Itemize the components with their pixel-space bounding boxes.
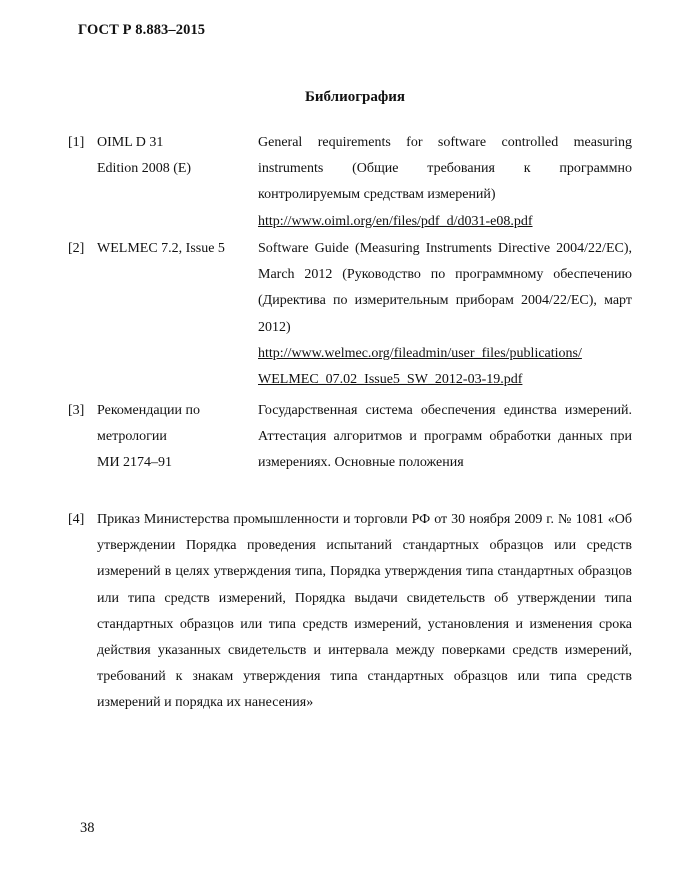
bibliography-entry-3 bbox=[0, 398, 680, 508]
bibliography-entry-4 bbox=[0, 507, 680, 747]
entry-source: OIML D 31 Edition 2008 (E) bbox=[97, 135, 192, 177]
entry-number: [2] bbox=[68, 241, 85, 256]
bibliography-title: Библиография bbox=[304, 89, 406, 105]
entry-source: Рекомендации по метрологии МИ 2174–91 bbox=[97, 403, 201, 471]
entry-description bbox=[258, 130, 632, 235]
entry-number: [3] bbox=[68, 403, 85, 418]
bibliography-entry-1 bbox=[0, 130, 680, 240]
entry-description bbox=[258, 398, 632, 477]
entry-link-continued[interactable]: WELMEC_07.02_Issue5_SW_2012-03-19.pdf bbox=[258, 372, 523, 388]
page-number: 38 bbox=[80, 820, 95, 836]
entry-number: [4] bbox=[68, 512, 85, 527]
entry-text: Государственная система обеспечения единства измерений. Аттестация алгоритмов и программ обработки данных при измерениях. Основные положения bbox=[258, 403, 632, 471]
entry-description bbox=[258, 236, 632, 393]
entry-number: [1] bbox=[68, 135, 85, 150]
entry-description: Приказ Министерства промышленности и торговли РФ от 30 ноября 2009 г. № 1081 «Об утверждении Порядка проведения испытаний стандартных образцов или средств измерений в целях утверждения типа, Порядка утверждения типа стандартных образцов или типа средств измерений, Порядка выдачи свидетельств об утверждении типа стандартных образцов или типа средств измерений, установления и изменения срока действия указанных свидетельств и интервала между поверками средств измерений, требований к знакам утверждения типа стандартных образцов или типа средств измерений и порядка их нанесения» bbox=[97, 512, 632, 711]
standard-code: ГОСТ Р 8.883–2015 bbox=[78, 22, 206, 38]
entry-link[interactable]: http://www.welmec.org/fileadmin/user_files/publications/ bbox=[258, 345, 582, 361]
entry-text: Software Guide (Measuring Instruments Directive 2004/22/EC), March 2012 (Руководство по программному обеспечению (Директива по измерительным приборам 2004/22/EC), март 2012) bbox=[258, 241, 632, 335]
bibliography-entry-2 bbox=[0, 236, 680, 396]
entry-link[interactable]: http://www.oiml.org/en/files/pdf_d/d031-e08.pdf bbox=[258, 213, 533, 229]
entry-source: WELMEC 7.2, Issue 5 bbox=[97, 241, 225, 256]
entry-text: General requirements for software controlled measuring instruments (Общие требования к программно контролируемым средствам измерений) bbox=[258, 135, 632, 203]
